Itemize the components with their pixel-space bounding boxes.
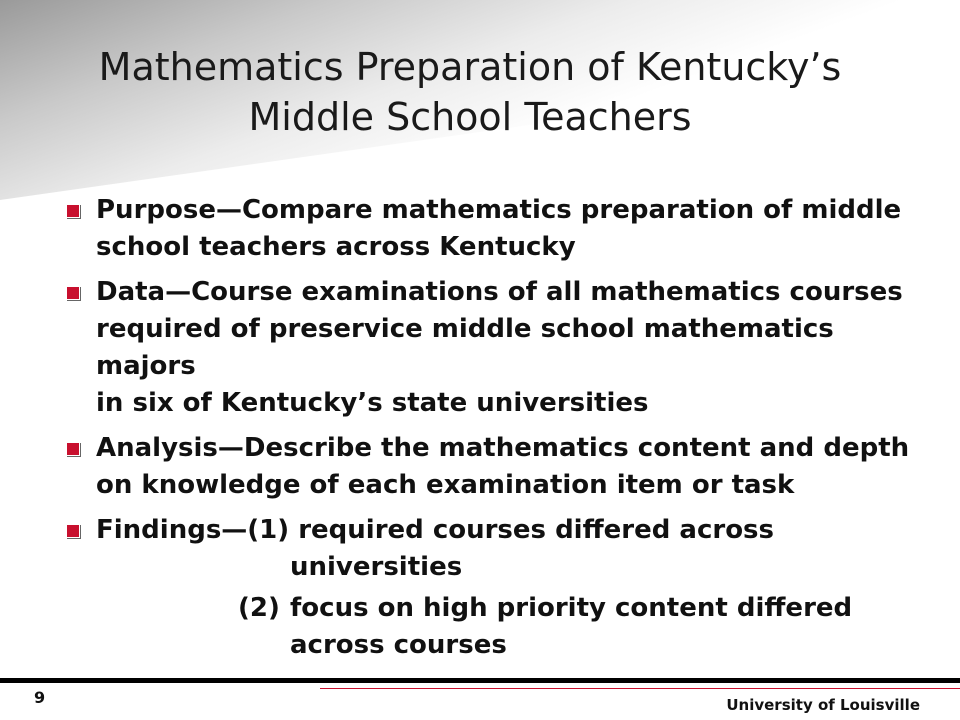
footer-accent-rule [320,688,960,689]
finding-2-line-2: across courses [290,630,507,660]
bullet-line: Data—Course examinations of all mathematics courses [96,277,903,307]
bullet-line: Analysis—Describe the mathematics content and depth [96,433,910,463]
slide-title [60,42,880,142]
bullet-line: required of preservice middle school mathematics majors [96,314,834,381]
finding-1-row [96,512,910,549]
bullet-line: on knowledge of each examination item or task [96,470,795,500]
finding-2-number: (2) [238,593,289,623]
findings-lead: Findings—(1) [96,515,299,545]
bullet-purpose [60,192,910,266]
bullet-square-icon [66,524,80,538]
bullet-line: Purpose—Compare mathematics preparation of middle [96,195,902,225]
bullet-line: school teachers across Kentucky [96,232,576,262]
bullet-findings [60,512,910,664]
footer-rule [0,678,960,683]
title-line-2: Middle School Teachers [248,95,692,139]
finding-2-text [96,590,910,664]
bullet-square-icon [66,204,80,218]
bullet-square-icon [66,286,80,300]
finding-2 [96,590,910,664]
bullet-square-icon [66,442,80,456]
bullet-line: in six of Kentucky’s state universities [96,388,649,418]
bullet-list [60,192,910,672]
finding-2-line-1: focus on high priority content differed [290,593,853,623]
finding-1-text: required courses differed across [298,515,775,545]
title-line-1: Mathematics Preparation of Kentucky’s [98,45,842,89]
page-number: 9 [34,688,46,707]
finding-1-continuation: universities [290,552,463,582]
footer-institution: University of Louisville [726,696,920,714]
bullet-analysis [60,430,910,504]
bullet-data [60,274,910,422]
